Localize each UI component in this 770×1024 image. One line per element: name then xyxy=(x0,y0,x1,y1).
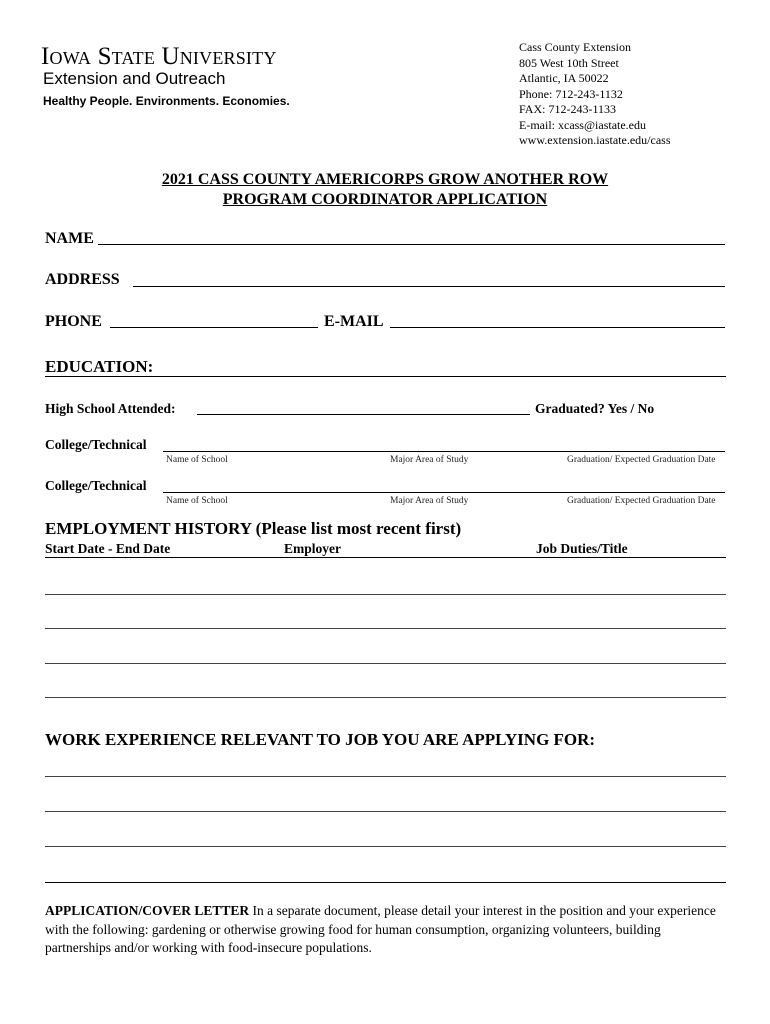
graduated-label: Graduated? Yes / No xyxy=(535,401,655,416)
logo-university-name: Iowa State University xyxy=(41,43,277,70)
logo-subtitle: Extension and Outreach xyxy=(43,69,226,88)
logo-tagline: Healthy People. Environments. Economies. xyxy=(43,94,290,108)
employment-row-line[interactable] xyxy=(45,594,726,595)
college2-field[interactable] xyxy=(163,492,725,493)
employment-col-duties: Job Duties/Title xyxy=(536,541,628,556)
college2-caption-grad: Graduation/ Expected Graduation Date xyxy=(567,496,716,506)
cover-letter-label: APPLICATION/COVER LETTER xyxy=(45,903,250,918)
work-experience-line[interactable] xyxy=(45,882,726,883)
address-label: ADDRESS xyxy=(45,271,120,288)
college1-caption-grad: Graduation/ Expected Graduation Date xyxy=(567,455,716,465)
address-field[interactable] xyxy=(133,286,725,287)
email-field[interactable] xyxy=(390,327,725,328)
employment-row-line[interactable] xyxy=(45,628,726,629)
employment-col-employer: Employer xyxy=(284,541,341,556)
education-heading: EDUCATION: xyxy=(45,357,154,376)
work-experience-line[interactable] xyxy=(45,776,726,777)
work-experience-line[interactable] xyxy=(45,846,726,847)
contact-fax: FAX: 712-243-1133 xyxy=(519,102,616,116)
work-experience-heading: WORK EXPERIENCE RELEVANT TO JOB YOU ARE APPLYING FOR: xyxy=(45,730,596,749)
college2-label: College/Technical xyxy=(45,478,147,493)
email-label: E-MAIL xyxy=(324,313,384,330)
employment-heading: EMPLOYMENT HISTORY (Please list most recent first) xyxy=(45,519,462,538)
phone-label: PHONE xyxy=(45,313,102,330)
college2-caption-school: Name of School xyxy=(166,496,228,506)
high-school-label: High School Attended: xyxy=(45,401,176,416)
college1-field[interactable] xyxy=(163,451,725,452)
form-title-line1: 2021 CASS COUNTY AMERICORPS GROW ANOTHER ROW xyxy=(161,171,609,188)
contact-street: 805 West 10th Street xyxy=(519,55,619,70)
employment-row-line[interactable] xyxy=(45,663,726,664)
name-field[interactable] xyxy=(98,244,725,245)
employment-col-dates: Start Date - End Date xyxy=(45,541,171,556)
contact-block xyxy=(519,40,671,149)
college1-caption-school: Name of School xyxy=(166,455,228,465)
work-experience-line[interactable] xyxy=(45,811,726,812)
cover-letter-instructions xyxy=(45,902,725,958)
high-school-field[interactable] xyxy=(197,414,530,415)
college2-caption-major: Major Area of Study xyxy=(390,496,469,506)
employment-row-line[interactable] xyxy=(45,697,726,698)
contact-phone: Phone: 712-243-1132 xyxy=(519,86,623,101)
name-label: NAME xyxy=(45,230,94,247)
cover-letter-text: In a separate document, please detail your interest in the position and your experience with the following: gardening or otherwise growing food for human consumption, organizing volunteers, building partnerships and/or working with food-insecure populations. xyxy=(45,903,716,955)
employment-header-rule xyxy=(45,557,726,558)
college1-label: College/Technical xyxy=(45,437,147,452)
contact-city: Atlantic, IA 50022 xyxy=(519,71,609,85)
college1-caption-major: Major Area of Study xyxy=(390,455,469,465)
education-rule xyxy=(45,376,726,377)
contact-website: www.extension.iastate.edu/cass xyxy=(519,133,671,147)
contact-email: E-mail: xcass@iastate.edu xyxy=(519,117,647,132)
form-title-line2: PROGRAM COORDINATOR APPLICATION xyxy=(222,191,548,208)
contact-office: Cass County Extension xyxy=(519,40,632,54)
phone-field[interactable] xyxy=(110,327,318,328)
